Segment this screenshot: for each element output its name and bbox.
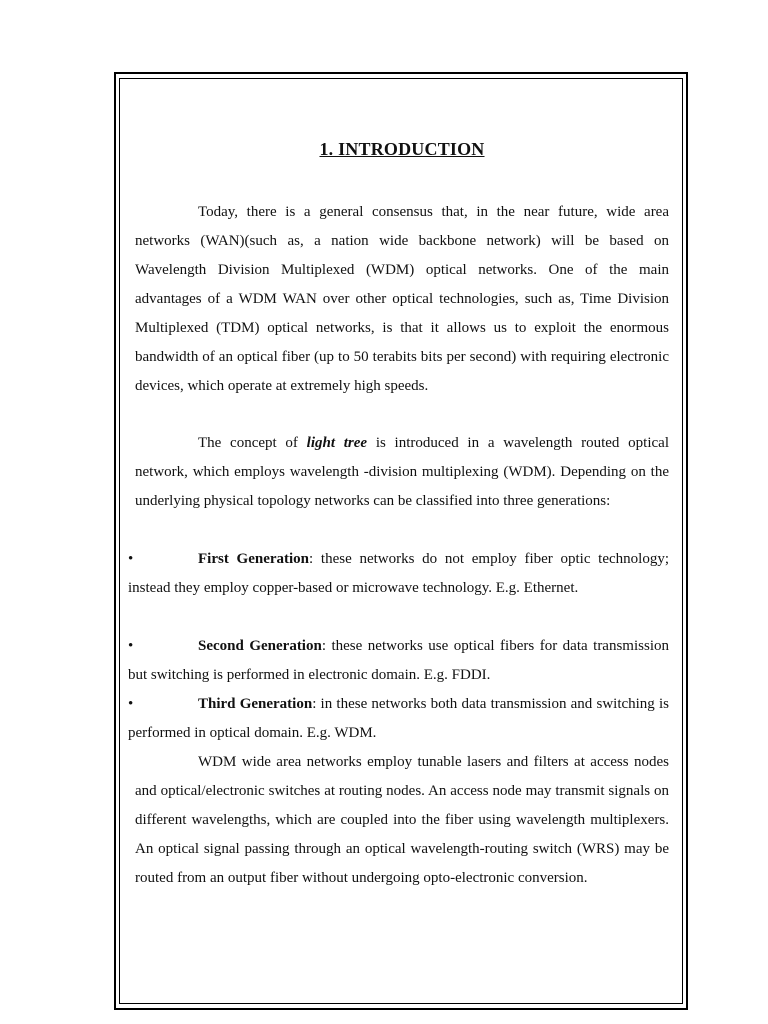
section-title: 1. INTRODUCTION	[319, 139, 485, 159]
list-item-term: Second Generation	[198, 638, 322, 654]
list-item-third-generation	[128, 690, 669, 748]
bullet-icon: •	[128, 696, 134, 712]
list-item-first-generation	[128, 545, 669, 603]
list-item-text: : in these networks both data transmission and switching is performed in optical domain. E.g. WDM.	[128, 696, 670, 741]
bullet-icon: •	[128, 551, 134, 567]
list-item-second-generation	[128, 632, 669, 690]
paragraph-wdm-wan: WDM wide area networks employ tunable lasers and filters at access nodes and optical/electronic switches at routing nodes. An access node may transmit signals on different wavelengths, which are coupled into the fiber using wavelength multiplexers. An optical signal passing through an optical wavelength-routing switch (WRS) may be routed from an output fiber without undergoing opto-electronic conversion.	[135, 754, 669, 886]
paragraph-light-tree	[135, 429, 669, 516]
list-item-text: : these networks use optical fibers for data transmission but switching is performed in electronic domain. E.g. FDDI.	[128, 638, 669, 683]
list-item-term: Third Generation	[198, 696, 313, 712]
paragraph-light-tree-before: The concept of	[198, 435, 307, 451]
list-item-term: First Generation	[198, 551, 310, 567]
paragraph-intro: Today, there is a general consensus that, in the near future, wide area networks (WAN)(such as, a nation wide backbone network) will be based on Wavelength Division Multiplexed (WDM) optical networks. One of the main advantages of a WDM WAN over other optical technologies, such as, Time Division Multiplexed (TDM) optical networks, is that it allows us to exploit the enormous bandwidth of an optical fiber (up to 50 terabits bits per second) with requiring electronic devices, which operate at extremely high speeds.	[135, 204, 669, 394]
bullet-icon: •	[128, 638, 134, 654]
light-tree-term: light tree	[306, 435, 368, 451]
paragraph-light-tree-after: is introduced in a wavelength routed optical network, which employs wavelength -division multiplexing (WDM). Depending on the underlying physical topology networks can be classified into three generations:	[135, 435, 669, 509]
list-item-text: : these networks do not employ fiber optic technology; instead they employ copper-based or microwave technology. E.g. Ethernet.	[128, 551, 670, 596]
